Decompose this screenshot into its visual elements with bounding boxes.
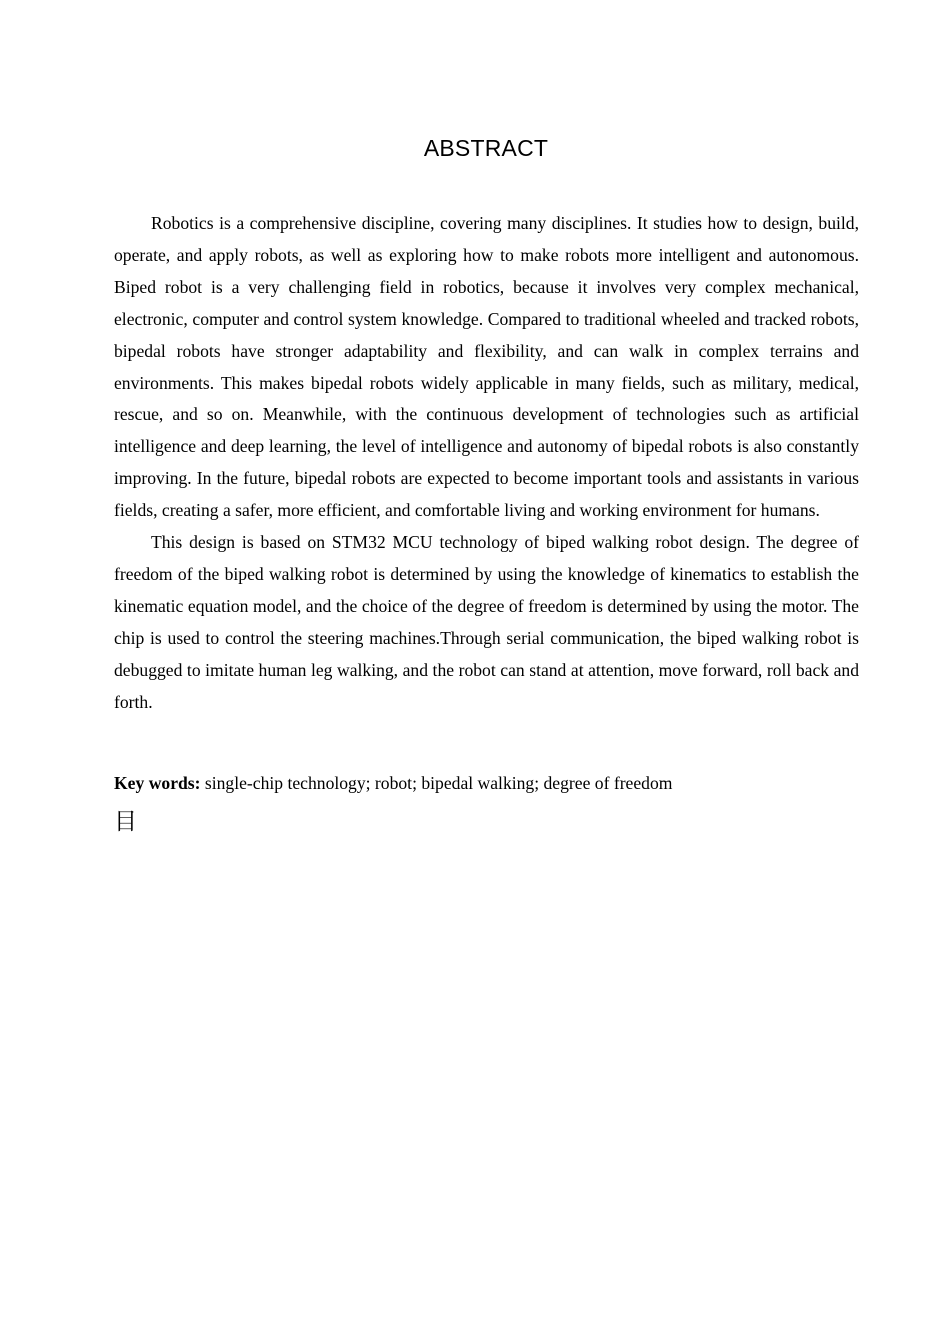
- keywords-text: single-chip technology; robot; bipedal walking; degree of freedom: [200, 773, 673, 793]
- abstract-paragraph-2: This design is based on STM32 MCU technology of biped walking robot design. The degree of freedom of the biped walking robot is determined by using the knowledge of kinematics to establish the kinematic equation model, and the choice of the degree of freedom is determined by using the motor. The chip is used to control the steering machines.Through serial communication, the biped walking robot is debugged to imitate human leg walking, and the robot can stand at attention, move forward, roll back and forth.: [114, 532, 859, 712]
- keywords-label: Key words:: [114, 773, 201, 793]
- abstract-paragraph-1: Robotics is a comprehensive discipline, covering many disciplines. It studies how to design, build, operate, and apply robots, as well as exploring how to make robots more intelligent and autonomous. Biped robot is a very challenging field in robotics, because it involves very complex mechanical, electronic, computer and control system knowledge. Compared to traditional wheeled and tracked robots, bipedal robots have stronger adaptability and flexibility, and can walk in complex terrains and environments. This makes bipedal robots widely applicable in many fields, such as military, medical, rescue, and so on. Meanwhile, with the continuous development of technologies such as artificial intelligence and deep learning, the level of intelligence and autonomy of bipedal robots is also constantly improving. In the future, bipedal robots are expected to become important tools and assistants in various fields, creating a safer, more efficient, and comfortable living and working environment for humans.: [114, 213, 859, 521]
- keywords-line: [114, 769, 859, 797]
- toc-heading-fragment: 目: [114, 809, 137, 835]
- abstract-title: ABSTRACT: [423, 135, 549, 161]
- abstract-body: [114, 208, 859, 719]
